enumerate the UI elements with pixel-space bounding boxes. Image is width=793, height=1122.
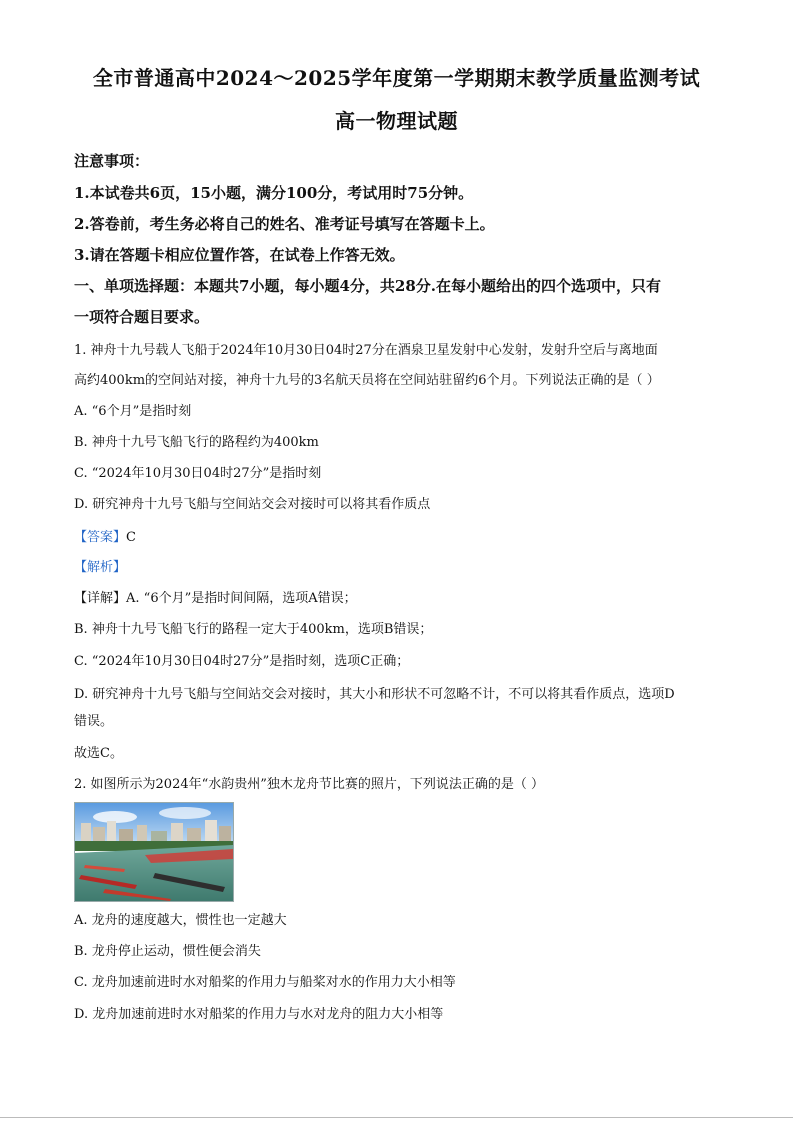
q1-answer (74, 526, 136, 545)
dragon-boat-photo-image (75, 803, 233, 901)
q1-detail-c: C. “2024年10月30日04时27分”是指时刻，选项C正确； (74, 654, 410, 669)
analysis-label: 【解析】 (74, 560, 127, 575)
section-heading: 一、单项选择题：本题共7小题，每小题4分，共28分.在每小题给出的四个选项中，只有 (74, 277, 661, 295)
q2-option-c: C. 龙舟加速前进时水对船桨的作用力与船桨对水的作用力大小相等 (74, 975, 456, 990)
note-item-3: 3.请在答题卡相应位置作答，在试卷上作答无效。 (74, 246, 405, 264)
note-item-1: 1.本试卷共6页，15小题，满分100分，考试用时75分钟。 (74, 184, 474, 202)
answer-label: 【答案】 (74, 530, 127, 545)
q2-option-d: D. 龙舟加速前进时水对船桨的作用力与水对龙舟的阻力大小相等 (74, 1007, 444, 1022)
section-heading-cont: 一项符合题目要求。 (74, 308, 210, 326)
exam-title: 全市普通高中2024～2025学年度第一学期期末教学质量监测考试 (92, 66, 701, 90)
detail-label: 【详解】 (74, 591, 127, 606)
q1-option-d: D. 研究神舟十九号飞船与空间站交会对接时可以将其看作质点 (74, 497, 431, 512)
q1-option-c: C. “2024年10月30日04时27分”是指时刻 (74, 466, 322, 481)
notes-heading: 注意事项： (74, 152, 150, 170)
q2-stem: 2. 如图所示为2024年“水韵贵州”独木龙舟节比赛的照片，下列说法正确的是（ ） (74, 777, 545, 792)
exam-subtitle: 高一物理试题 (335, 109, 458, 133)
q1-detail-b: B. 神舟十九号飞船飞行的路程一定大于400km，选项B错误； (74, 622, 433, 637)
q1-detail-a: 【详解】A. “6个月”是指时间间隔，选项A错误； (74, 591, 357, 606)
q1-option-b: B. 神舟十九号飞船飞行的路程约为400km (74, 435, 319, 450)
q1-stem-line1: 1. 神舟十九号载人飞船于2024年10月30日04时27分在酒泉卫星发射中心发射，发射升空后与离地面 (74, 343, 658, 358)
q1-option-a: A. “6个月”是指时刻 (74, 404, 192, 419)
page-bottom-rule (0, 1117, 793, 1118)
q1-stem-line2: 高约400km的空间站对接，神舟十九号的3名航天员将在空间站驻留约6个月。下列说法正确的是（ ） (74, 373, 660, 388)
q1-detail-d-cont: 错误。 (74, 714, 114, 729)
dragon-boat-photo (74, 802, 234, 902)
q1-detail-d: D. 研究神舟十九号飞船与空间站交会对接时，其大小和形状不可忽略不计，不可以将其看作质点，选项D (74, 687, 675, 702)
q2-option-b: B. 龙舟停止运动，惯性便会消失 (74, 944, 261, 959)
q2-option-a: A. 龙舟的速度越大，惯性也一定越大 (74, 913, 287, 928)
answer-value: C (126, 530, 136, 545)
note-item-2: 2.答卷前，考生务必将自己的姓名、准考证号填写在答题卡上。 (74, 215, 495, 233)
q1-conclusion: 故选C。 (74, 746, 123, 761)
